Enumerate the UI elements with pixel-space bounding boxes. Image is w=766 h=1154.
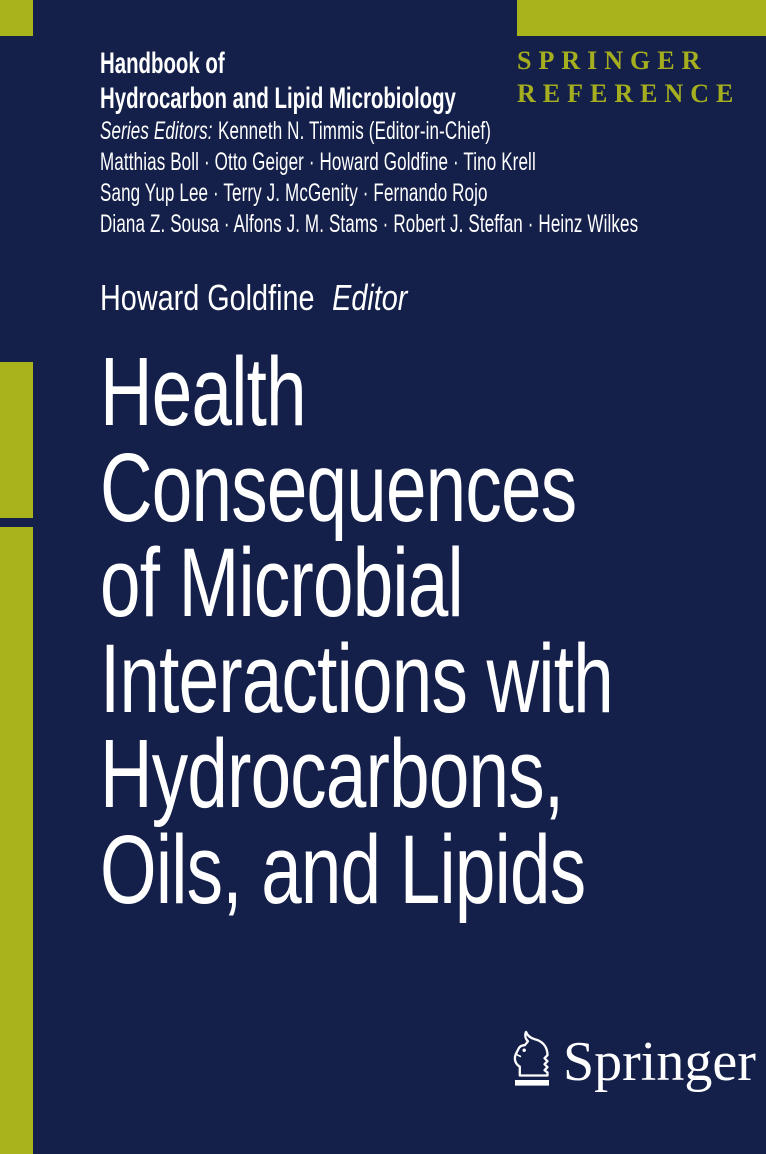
- badge-line-springer: SPRINGER: [517, 46, 708, 75]
- book-title: [100, 337, 613, 924]
- volume-editor-line: [100, 278, 407, 318]
- springer-horse-icon: [509, 1030, 555, 1088]
- editor-name: Howard Goldfine: [100, 277, 315, 318]
- title-line: of Microbial: [100, 528, 463, 637]
- series-editors-line3: Sang Yup Lee · Terry J. McGenity · Fernando Rojo: [100, 179, 488, 207]
- series-title-line2: Hydrocarbon and Lipid Microbiology: [100, 82, 456, 115]
- editor-role-label: Editor: [332, 277, 408, 318]
- title-line: Oils, and Lipids: [100, 814, 586, 924]
- series-editor-in-chief: Kenneth N. Timmis (Editor-in-Chief): [218, 117, 492, 145]
- left-spine-strip-upper: [0, 362, 33, 518]
- badge-line-reference: REFERENCE: [517, 79, 741, 108]
- left-spine-strip-lower: [0, 527, 33, 1154]
- publisher-name: Springer: [563, 1031, 756, 1093]
- series-title-line1: Handbook of: [100, 47, 225, 80]
- series-header: [100, 46, 638, 240]
- title-line: Interactions with: [100, 623, 613, 733]
- series-editors-label: Series Editors:: [100, 117, 213, 145]
- series-editors-line1: [100, 116, 638, 147]
- series-editors-line2: Matthias Boll · Otto Geiger · Howard Goldfine · Tino Krell: [100, 148, 536, 176]
- series-editors-line4: Diana Z. Sousa · Alfons J. M. Stams · Robert J. Steffan · Heinz Wilkes: [100, 210, 639, 238]
- title-line: Consequences: [100, 432, 577, 542]
- springer-logo: [509, 1030, 756, 1093]
- title-line: Hydrocarbons,: [100, 719, 564, 828]
- title-line: Health: [100, 337, 306, 446]
- top-left-accent-block: [0, 0, 33, 36]
- top-right-accent-block: [517, 0, 766, 36]
